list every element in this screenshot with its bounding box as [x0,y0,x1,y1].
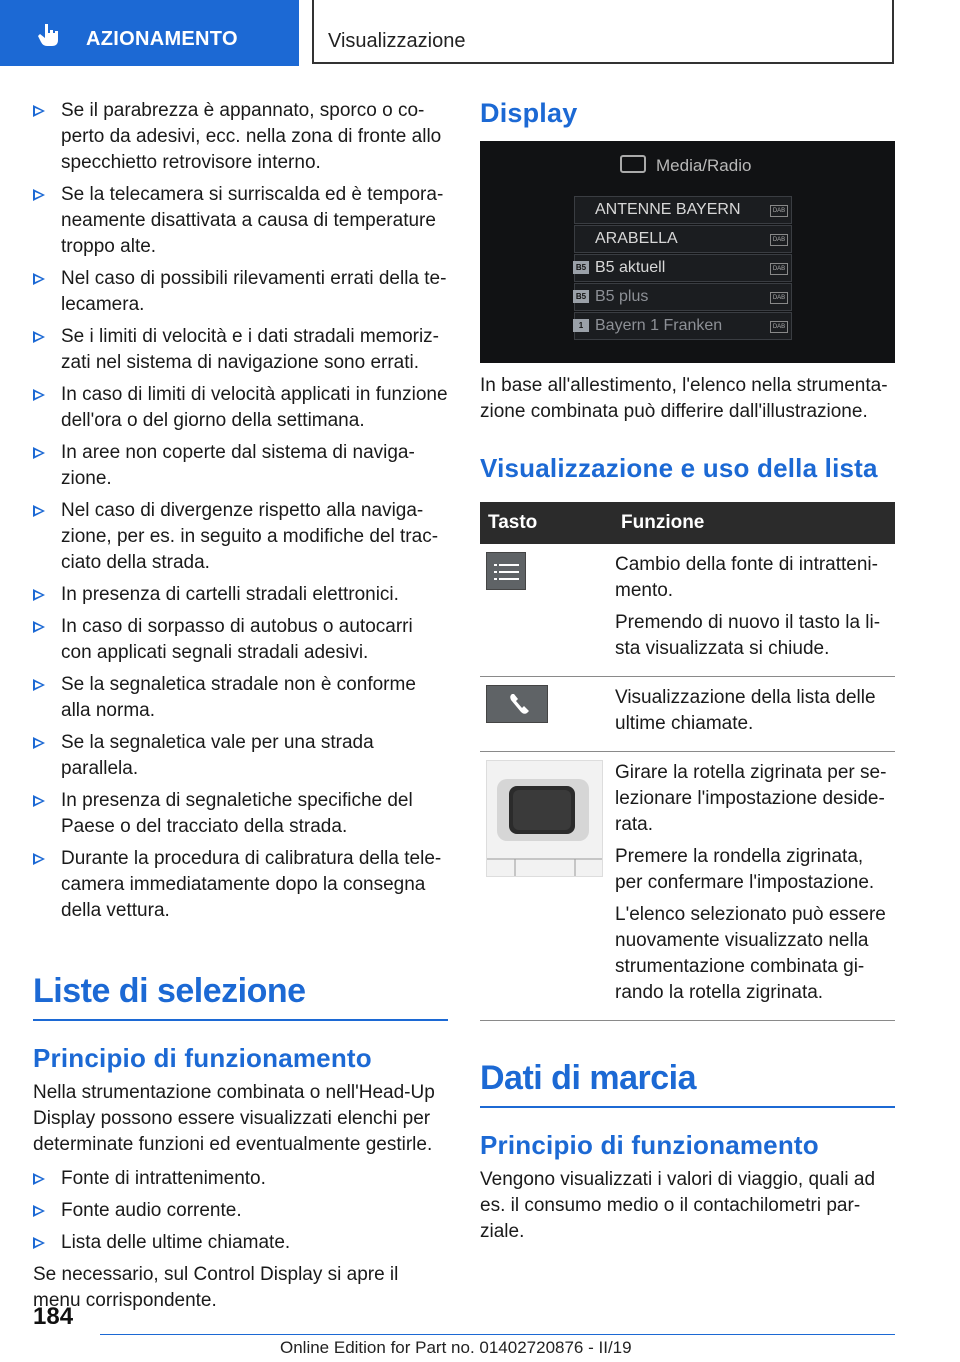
intro-paragraph: Nella strumentazione combinata o nell'Head-Up Display possono essere visualizzati elenchi per determinate funzioni ed eventualmente gestirle. [33,1082,435,1155]
list-item: Nel caso di divergenze rispetto alla naviga-zione, per es. in seguito a modifiche del trac-ciato della strada. [33,498,448,576]
list-item: Lista delle ultime chiamate. [33,1230,448,1256]
triangle-bullet-icon [33,795,45,807]
hand-pointer-icon [36,22,62,48]
table-row [480,677,895,752]
closing-paragraph: Se necessario, sul Control Display si apre il menu corrispondente. [33,1264,399,1311]
page-number: 184 [33,1303,74,1330]
radio-station-row: ANTENNE BAYERN [574,196,792,224]
triangle-bullet-icon [33,621,45,633]
conditions-list [33,98,448,924]
triangle-bullet-icon [33,447,45,459]
triangle-bullet-icon [33,189,45,201]
triangle-bullet-icon [33,737,45,749]
table-cell-text: L'elenco selezionato può essere nuovamente visualizzato nella strumentazione combinata gi-rando la rotella zigrinata. [615,904,886,1003]
triangle-bullet-icon [33,105,45,117]
footer-divider [100,1334,895,1335]
menu-list-icon [486,552,526,590]
table-cell-text: Premere la rondella zigrinata, per confermare l'impostazione. [615,846,875,893]
radio-station-row: B5 B5 plus [574,283,792,311]
triangle-bullet-icon [33,853,45,865]
trip-data-paragraph: Vengono visualizzati i valori di viaggio, quali ad es. il consumo medio o il contachilometri par-ziale. [480,1169,876,1242]
table-row [480,752,895,1021]
chapter-title: AZIONAMENTO [86,28,238,50]
table-cell-text: Girare la rotella zigrinata per se-lezionare l'impostazione deside-rata. [615,762,887,835]
list-item: Nel caso di possibili rilevamenti errati della te-lecamera. [33,266,448,318]
list-item: Fonte di intrattenimento. [33,1166,448,1192]
radio-station-row: B5 B5 aktuell [574,254,792,282]
radio-station-row: 1 Bayern 1 Franken [574,312,792,340]
media-icon [620,155,646,173]
dab-badge-icon: DAB [770,234,788,246]
left-column [33,98,448,1314]
right-column [480,98,895,1245]
list-item: Se la segnaletica vale per una strada parallela. [33,730,448,782]
list-item: Se la telecamera si surriscalda ed è tempora-neamente disattivata a causa di temperature troppo alte. [33,182,448,260]
list-item: Durante la procedura di calibratura della tele-camera immediatamente dopo la consegna della vettura. [33,846,448,924]
station-logo-icon: B5 [573,290,589,303]
display-caption: In base all'allestimento, l'elenco nella strumenta-zione combinata può differire dall'illustrazione. [480,375,888,422]
section-header [312,0,894,64]
triangle-bullet-icon [33,1205,45,1217]
triangle-bullet-icon [33,1173,45,1185]
triangle-bullet-icon [33,273,45,285]
list-item: In presenza di segnaletiche specifiche del Paese o del tracciato della strada. [33,788,448,840]
triangle-bullet-icon [33,331,45,343]
column-header-key: Tasto [480,502,613,544]
list-item: Se i limiti di velocità e i dati stradali memoriz-zati nel sistema di navigazione sono errati. [33,324,448,376]
thumbwheel-image [486,760,603,877]
list-heading: Visualizzazione e uso della lista [480,453,878,483]
dab-badge-icon: DAB [770,292,788,304]
dab-badge-icon: DAB [770,321,788,333]
station-logo-icon: B5 [573,261,589,274]
dab-badge-icon: DAB [770,263,788,275]
column-header-function: Funzione [613,502,895,544]
triangle-bullet-icon [33,679,45,691]
table-cell-text: Cambio della fonte di intratteni-mento. [615,554,878,601]
subheading-principio: Principio di funzionamento [33,1043,372,1073]
radio-station-row: ARABELLA [574,225,792,253]
triangle-bullet-icon [33,389,45,401]
section-title: Visualizzazione [328,30,466,52]
list-item: In caso di sorpasso di autobus o autocarri con applicati segnali stradali adesivi. [33,614,448,666]
display-header: Media/Radio [620,155,751,176]
display-screenshot [480,141,895,363]
phone-icon [486,685,548,723]
chapter-tab [0,0,299,66]
subheading-principio-2: Principio di funzionamento [480,1130,819,1160]
list-item: Fonte audio corrente. [33,1198,448,1224]
edition-note: Online Edition for Part no. 01402720876 - II/19 [280,1338,632,1357]
list-item: Se la segnaletica stradale non è conforme alla norma. [33,672,448,724]
key-function-table [480,502,895,1021]
table-cell-text: Visualizzazione della lista delle ultime chiamate. [615,687,876,734]
table-cell-text: Premendo di nuovo il tasto la li-sta visualizzata si chiude. [615,612,881,659]
table-row [480,544,895,677]
list-types [33,1166,448,1256]
list-item: In presenza di cartelli stradali elettronici. [33,582,448,608]
triangle-bullet-icon [33,505,45,517]
section-heading-liste: Liste di selezione [33,972,448,1021]
list-item: In aree non coperte dal sistema di naviga-zione. [33,440,448,492]
display-heading: Display [480,98,578,128]
list-item: In caso di limiti di velocità applicati in funzione dell'ora o del giorno della settimana. [33,382,448,434]
list-item: Se il parabrezza è appannato, sporco o co-perto da adesivi, ecc. nella zona di fronte allo specchietto retrovisore interno. [33,98,448,176]
station-logo-icon: 1 [573,319,589,332]
dab-badge-icon: DAB [770,205,788,217]
section-heading-dati: Dati di marcia [480,1059,895,1108]
triangle-bullet-icon [33,589,45,601]
triangle-bullet-icon [33,1237,45,1249]
